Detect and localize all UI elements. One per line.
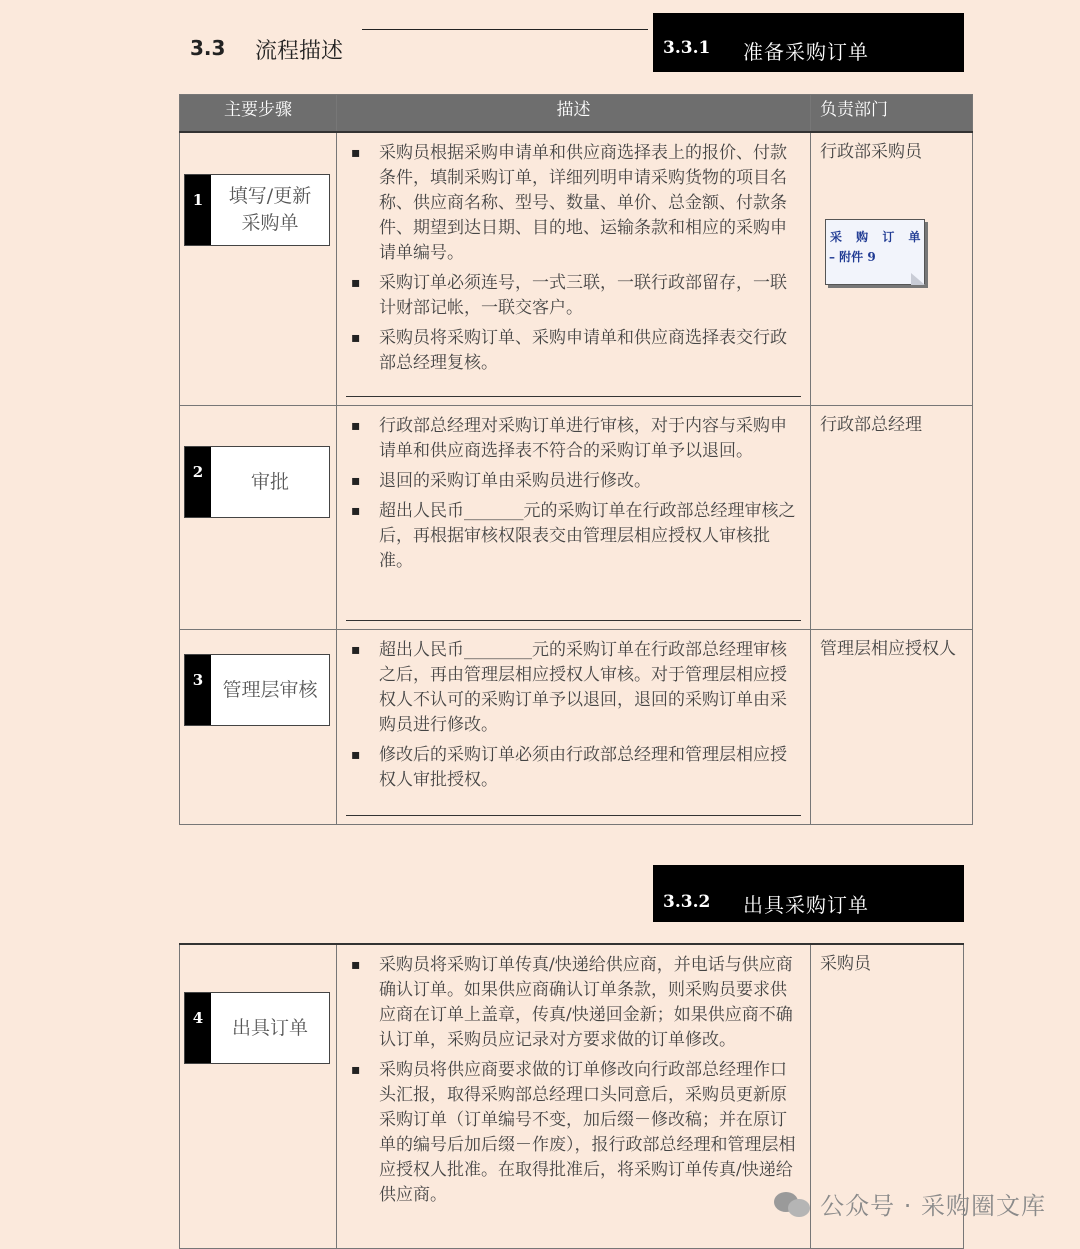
department-cell [811, 406, 973, 630]
table-header-row [180, 95, 973, 133]
table-row [180, 406, 973, 630]
department-cell [811, 630, 973, 825]
subsection-number: 3.3.2 [663, 892, 711, 912]
bullet-list [337, 630, 810, 793]
step-cell [180, 406, 337, 630]
list-item: ▪ 退回的采购订单由采购员进行修改。 [345, 469, 802, 494]
list-item: ▪ 超出人民币_______元的采购订单在行政部总经理审核之后，再根据审核权限表交由管理层相应授权人审核批准。 [345, 499, 802, 574]
subsection-title: 出具采购订单 [743, 893, 869, 917]
subsection-title: 准备采购订单 [743, 40, 869, 64]
column-header-step: 主要步骤 [180, 95, 337, 133]
description-cell [337, 406, 811, 630]
table-row [180, 132, 973, 406]
list-item: ▪ 采购员将采购订单传真/快递给供应商，并电话与供应商确认订单。如果供应商确认订单条款，则采购员要求供应商在订单上盖章，传真/快递回金新；如果供应商不确认订单，采购员应记录对方要求做的订单修改。 [345, 953, 802, 1053]
bullet-list [337, 406, 810, 574]
department-text: 行政部总经理 [820, 415, 922, 435]
column-header-description: 描述 [337, 95, 811, 133]
subsection-number: 3.3.1 [663, 38, 711, 58]
description-cell [337, 944, 811, 1249]
list-item: ▪ 行政部总经理对采购订单进行审核，对于内容与采购申请单和供应商选择表不符合的采购订单予以退回。 [345, 414, 802, 464]
description-rule [346, 396, 801, 397]
department-text: 管理层相应授权人 [820, 639, 956, 659]
step-label: 出具订单 [231, 1016, 308, 1039]
watermark-text: 公众号 · 采购圈文库 [820, 1192, 1046, 1220]
page-fold-icon [911, 273, 925, 285]
department-text: 采购员 [820, 954, 871, 974]
list-item: ▪ 采购员将采购订单、采购申请单和供应商选择表交行政部总经理复核。 [345, 326, 802, 376]
step-label: 填写/更新采购单 [228, 185, 312, 234]
description-rule [346, 620, 801, 621]
step-number: 4 [185, 993, 211, 1063]
description-cell [337, 132, 811, 406]
section-number: 3.3 [190, 36, 226, 60]
table-row [180, 630, 973, 825]
description-cell [337, 630, 811, 825]
subsection-header-1 [653, 13, 964, 72]
step-box [184, 992, 330, 1064]
step-number: 2 [185, 447, 211, 517]
attachment-document-icon[interactable] [825, 219, 925, 285]
section-title: 流程描述 [255, 39, 344, 64]
list-item: ▪ 采购员将供应商要求做的订单修改向行政部总经理作口头汇报，取得采购部总经理口头同意后，采购员更新原采购订单（订单编号不变，加后缀－修改稿；并在原订单的编号后加后缀－作废），报行政部总经理和管理层相应授权人批准。在取得批准后，将采购订单传真/快递给供应商。 [345, 1058, 802, 1208]
process-table-1 [179, 94, 973, 825]
section-rule [362, 29, 648, 30]
step-cell [180, 132, 337, 406]
step-number: 3 [185, 655, 211, 725]
wechat-icon [774, 1190, 814, 1218]
bullet-list [337, 133, 810, 376]
step-box [184, 174, 330, 246]
step-label: 审批 [250, 470, 289, 493]
list-item: ▪ 修改后的采购订单必须由行政部总经理和管理层相应授权人审批授权。 [345, 743, 802, 793]
department-text: 行政部采购员 [820, 142, 922, 162]
list-item: ▪ 超出人民币________元的采购订单在行政部总经理审核之后，再由管理层相应授权人审核。对于管理层相应授权人不认可的采购订单予以退回，退回的采购订单由采购员进行修改。 [345, 638, 802, 738]
subsection-header-2 [653, 865, 964, 922]
list-item: ▪ 采购员根据采购申请单和供应商选择表上的报价、付款条件，填制采购订单，详细列明申请采购货物的项目名称、供应商名称、型号、数量、单价、总金额、付款条件、期望到达日期、目的地、运输条款和相应的采购申请单编号。 [345, 141, 802, 266]
attachment-title: 采 购 订 单 [830, 230, 926, 244]
list-item: ▪ 采购订单必须连号，一式三联，一联行政部留存，一联计财部记帐，一联交客户。 [345, 271, 802, 321]
step-number: 1 [185, 175, 211, 245]
description-rule [346, 815, 801, 816]
step-box [184, 446, 330, 518]
step-box [184, 654, 330, 726]
column-header-department: 负责部门 [811, 95, 973, 133]
department-cell [811, 132, 973, 406]
step-cell [180, 944, 337, 1249]
attachment-subtitle: – 附件 9 [829, 250, 876, 264]
step-cell [180, 630, 337, 825]
bullet-list [337, 945, 810, 1208]
step-label: 管理层审核 [222, 678, 318, 701]
watermark [774, 1186, 1046, 1221]
